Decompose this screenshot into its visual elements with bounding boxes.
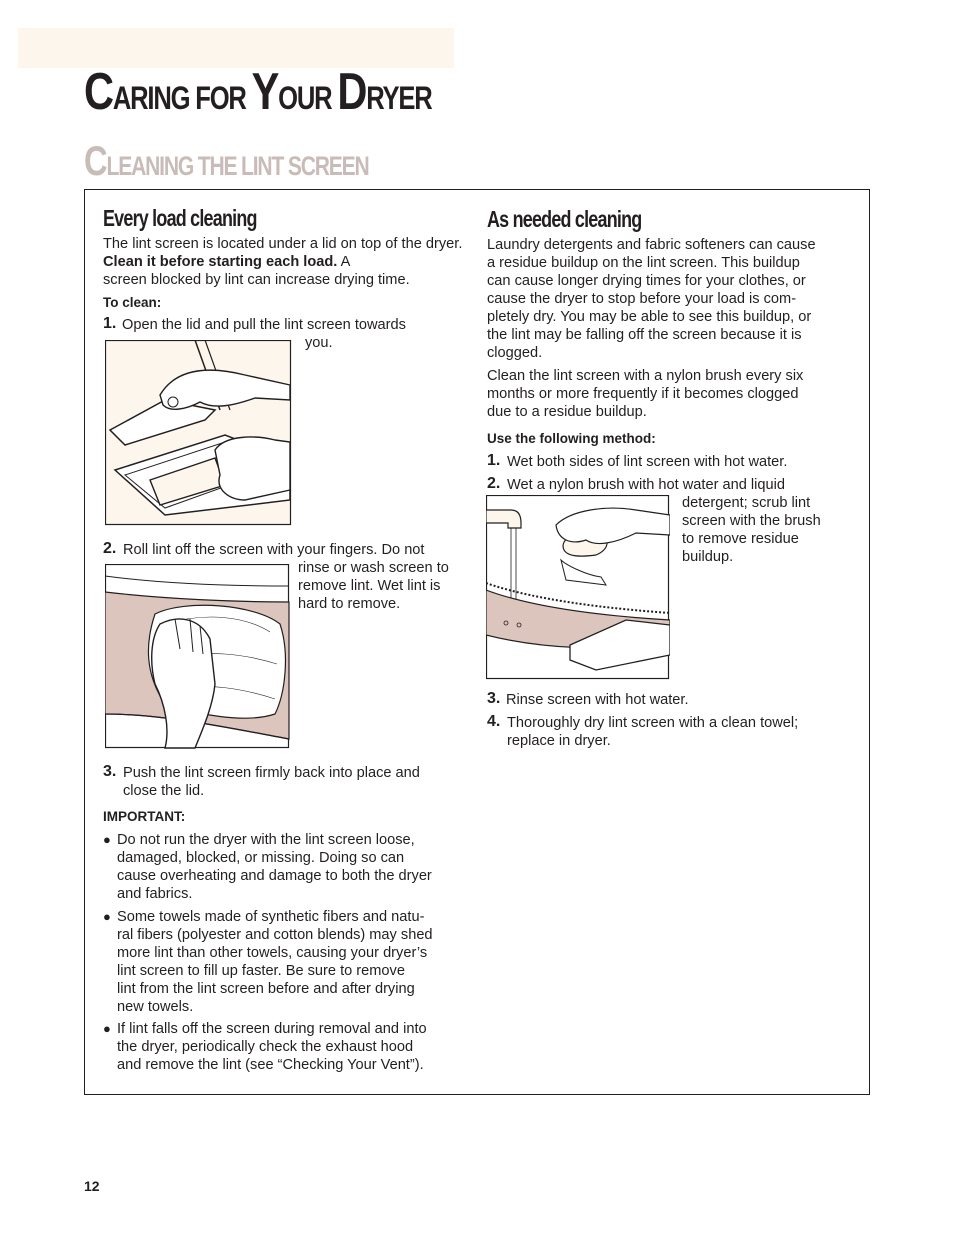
step-number: 2. (103, 540, 117, 557)
page-number: 12 (84, 1178, 100, 1194)
rinse-step1-text: Wet both sides of lint screen with hot water. (507, 454, 788, 470)
step1-text: Open the lid and pull the lint screen towards (122, 317, 406, 333)
to-clean-label: To clean: (103, 295, 162, 310)
open-lid-illustration (105, 340, 297, 526)
every-load-heading: Every load cleaning (103, 205, 257, 231)
step3-text: Push the lint screen firmly back into place and (123, 765, 420, 781)
step-number: 3. (103, 763, 117, 780)
roll-lint-illustration (105, 564, 291, 750)
step-number: 4. (487, 713, 501, 730)
dry-step4-text: Thoroughly dry lint screen with a clean towel; (507, 715, 799, 731)
important-label: IMPORTANT: (103, 809, 186, 824)
dry-step4-text-cont: replace in dryer. (507, 733, 611, 749)
step-number: 1. (103, 315, 117, 332)
scrub-screen-illustration (486, 495, 670, 681)
brush-paragraph: Clean the lint screen with a nylon brush every six months or more frequently if it becomes clogged due to a residue buildup. (487, 368, 804, 420)
brush-step2-text-cont: detergent; scrub lint screen with the brush to remove residue buildup. (682, 495, 821, 565)
section-title: CLEANING THE LINT SCREEN (84, 137, 369, 184)
step-number: 3. (487, 690, 501, 707)
important-bullet: If lint falls off the screen during removal and into the dryer, periodically check the exhaust hood and remove the lint (see “Checking Your Vent”). (117, 1021, 427, 1073)
step3-text-cont: close the lid. (123, 783, 205, 799)
step-number: 1. (487, 452, 501, 469)
method-label: Use the following method: (487, 431, 656, 446)
bullet-icon: ● (103, 832, 111, 847)
intro-paragraph: The lint screen is located under a lid on top of the dryer. Clean it before starting each load. A screen blocked by lint can increase drying time. (103, 236, 463, 288)
bullet-icon: ● (103, 909, 111, 924)
page-title: CARING FOR YOUR DRYER (84, 63, 432, 121)
bullet-icon: ● (103, 1021, 111, 1036)
important-bullet: Do not run the dryer with the lint screen loose, damaged, blocked, or missing. Doing so can cause overheating and damage to both the dryer and fabrics. (117, 832, 432, 902)
step1-text-cont: you. (305, 335, 333, 351)
residue-paragraph: Laundry detergents and fabric softeners can cause a residue buildup on the lint screen. This buildup can cause longer drying times for your clothes, or cause the dryer to stop before your load is com- pletely dry. You may be able to see this buildup, or the lint may be falling off the screen because it is clogged. (487, 237, 816, 361)
brush-step2-text: Wet a nylon brush with hot water and liquid (507, 477, 785, 493)
as-needed-heading: As needed cleaning (487, 206, 642, 232)
step2-text: Roll lint off the screen with your fingers. Do not (123, 542, 425, 558)
step2-text-cont: rinse or wash screen to remove lint. Wet lint is hard to remove. (298, 560, 449, 612)
step-number: 2. (487, 475, 501, 492)
rinse-step3-text: Rinse screen with hot water. (506, 692, 689, 708)
important-bullet: Some towels made of synthetic fibers and natu- ral fibers (polyester and cotton blends) may shed more lint than other towels, causing your dryer’s lint screen to fill up faster. Be sure to remove lint from the lint screen before and after drying new towels. (117, 909, 433, 1015)
